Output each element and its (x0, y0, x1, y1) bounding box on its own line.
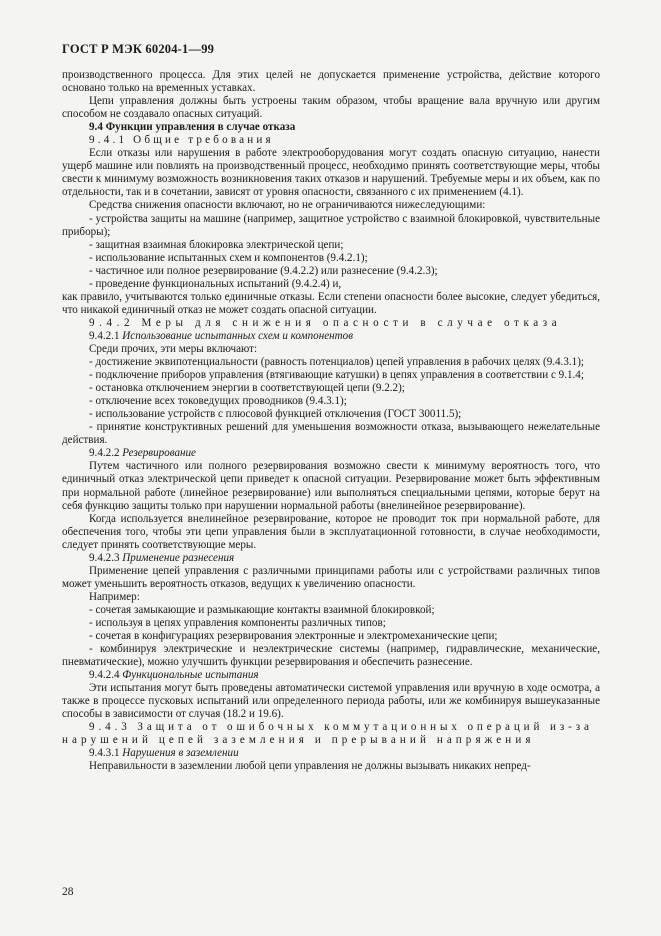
paragraph: Цепи управления должны быть устроены таким образом, чтобы вращение вала вручную или другим способом не создавало опасных ситуаций. (62, 95, 600, 121)
subsection-heading (89, 552, 600, 565)
section-heading-9-4: 9.4 Функции управления в случае отказа (89, 121, 296, 134)
paragraph: как правило, учитываются только единичные отказы. Если степени опасности более высокие, следует убедиться, что никакой единичный отказ не может создать опасной ситуации. (62, 290, 600, 316)
paragraph: Путем частичного или полного резервирования возможно свести к минимуму вероятность того, что единичный отказ электрической цепи приведет к опасной ситуации. Резервирование может быть эффективным при нормальной работе (линейное резервирование) или выполняться специальными цепями, которые берут на себя функцию защиты только при нарушении нормальной работы (внелинейное резервирование). (62, 460, 600, 512)
subsection-heading (89, 747, 600, 760)
list-item: - остановка отключением энергии в соответствующей цепи (9.2.2); (89, 382, 405, 395)
page-number: 28 (62, 886, 74, 898)
paragraph: Например: (89, 590, 140, 603)
list-item: - подключение приборов управления (втягивающие катушки) в цепях управления в соответствии с 9.1.4; (89, 369, 584, 382)
list-item: - сочетая замыкающие и размыкающие контакты взаимной блокировкой; (89, 603, 435, 616)
heading-number: 9.4.2.4 (89, 669, 120, 682)
paragraph: производственного процесса. Для этих целей не допускается применение устройства, действие которого основано только на временных уставках. (62, 69, 600, 95)
list-item: - защитная взаимная блокировка электрической цепи; (89, 238, 344, 251)
list-item: - используя в цепях управления компоненты различных типов; (89, 616, 386, 629)
list-item: - достижение эквипотенциальности (равность потенциалов) цепей управления в рабочих целях (9.4.3.1); (89, 356, 584, 369)
subsection-heading (89, 330, 600, 343)
list-item: - использование устройств с плюсовой функцией отключения (ГОСТ 30011.5); (89, 408, 462, 421)
document-body (62, 69, 600, 774)
paragraph: Эти испытания могут быть проведены автоматически системой управления или вручную в ходе осмотра, а также в процессе пусковых испытаний или определенного периода работы, или же комбинируя вышеуказанные способы в зависимости от случая (18.2 и 19.6). (62, 682, 600, 721)
subsection-heading (89, 447, 600, 460)
paragraph: Применение цепей управления с различными принципами работы или с устройствами различных типов может уменьшить вероятность отказов, ведущих к увеличению опасности. (62, 564, 600, 590)
heading-number: 9.4.2.1 (89, 329, 120, 342)
paragraph: Неправильности в заземлении любой цепи управления не должны вызывать никаких непред- (89, 760, 531, 773)
section-heading-9-4-2: 9.4.2 Меры для снижения опасности в случае отказа (89, 316, 562, 329)
list-item: - проведение функциональных испытаний (9.4.2.4) и, (89, 277, 342, 290)
heading-number: 9.4.3.1 (89, 747, 120, 760)
heading-title: Нарушения в заземлении (122, 747, 239, 760)
heading-title: Применение разнесения (122, 551, 235, 564)
heading-number: 9.4.2.3 (89, 551, 120, 564)
section-heading-9-4-3: 9.4.3 Защита от ошибочных коммутационных операций из-за (89, 721, 593, 734)
heading-title: Резервирование (122, 447, 196, 460)
subsection-heading (89, 669, 600, 682)
heading-number: 9.4.2.2 (89, 447, 120, 460)
section-heading-9-4-1: 9.4.1 Общие требования (89, 134, 274, 147)
list-item: - комбинируя электрические и неэлектрические системы (например, гидравлические, механические, пневматические), можно улучшить функции резервирования и обеспечить разнесение. (62, 643, 600, 669)
paragraph: Среди прочих, эти меры включают: (89, 342, 258, 355)
list-item: - принятие конструктивных решений для уменьшения возможности отказа, вызывающего нежелательные действия. (62, 421, 600, 447)
list-item: - частичное или полное резервирование (9.4.2.2) или разнесение (9.4.2.3); (89, 264, 438, 277)
paragraph: Когда используется внелинейное резервирование, которое не проводит ток при нормальной работе, для обеспечения того, чтобы эти цепи управления были в эксплуатационной готовности, в случае необходимости, следует принять соответствующие меры. (62, 512, 600, 551)
list-item: - сочетая в конфигурациях резервирования электронные и электромеханические цепи; (89, 630, 498, 643)
list-item: - использование испытанных схем и компонентов (9.4.2.1); (89, 251, 368, 264)
paragraph: Средства снижения опасности включают, но не ограничиваются нижеследующими: (89, 199, 486, 212)
heading-title: Использование испытанных схем и компонентов (122, 329, 354, 342)
document-header: ГОСТ Р МЭК 60204-1—99 (62, 42, 215, 56)
paragraph: Если отказы или нарушения в работе электрооборудования могут создать опасную ситуацию, нанести ущерб машине или повлиять на производственный процесс, необходимо принять соответствующие меры, чтобы свести к минимуму возможность возникновения таких отказов и нарушений. Требуемые меры и их объем, как по отдельности, так и в сочетании, зависят от уровня опасности, связанного с их применением (4.1). (62, 147, 600, 199)
list-item: - отключение всех токоведущих проводников (9.4.3.1); (89, 395, 347, 408)
heading-title: Функциональные испытания (122, 669, 259, 682)
section-heading-9-4-3-cont: нарушений цепей заземления и прерываний напряжения (62, 734, 535, 747)
list-item: - устройства защиты на машине (например, защитное устройство с взаимной блокировкой, чувствительные приборы); (62, 212, 600, 238)
